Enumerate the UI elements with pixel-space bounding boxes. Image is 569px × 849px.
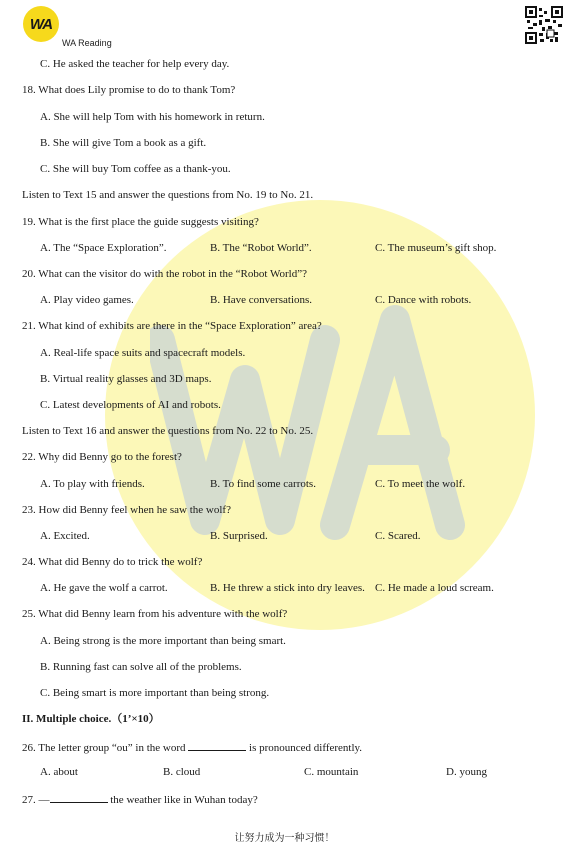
option-26b: B. cloud: [163, 766, 201, 778]
question-26-end: is pronounced differently.: [249, 742, 363, 754]
question-18: 18. What does Lily promise to do to thank Tom?: [22, 84, 236, 96]
option-19a: A. The “Space Exploration”.: [40, 242, 167, 254]
question-27-end: the weather like in Wuhan today?: [110, 794, 258, 806]
question-23: 23. How did Benny feel when he saw the wolf?: [22, 504, 231, 516]
answer-blank: [188, 740, 246, 751]
question-20: 20. What can the visitor do with the robot in the “Robot World”?: [22, 268, 307, 280]
option-26c: C. mountain: [304, 766, 359, 778]
option-18a: A. She will help Tom with his homework in return.: [40, 111, 265, 123]
option-20c: C. Dance with robots.: [375, 294, 472, 306]
option-19b: B. The “Robot World”.: [210, 242, 312, 254]
option-26d: D. young: [446, 766, 487, 778]
option-20b: B. Have conversations.: [210, 294, 313, 306]
page-footer-motto: 让努力成为一种习惯！: [234, 833, 335, 844]
wa-logo: [23, 6, 59, 42]
option-25b: B. Running fast can solve all of the problems.: [40, 661, 242, 673]
section-heading-multiple-choice: II. Multiple choice.（1’×10）: [22, 713, 160, 725]
section-text-15: Listen to Text 15 and answer the questions from No. 19 to No. 21.: [22, 189, 314, 201]
option-20a: A. Play video games.: [40, 294, 134, 306]
answer-blank: [50, 792, 108, 803]
option-22c: C. To meet the wolf.: [375, 478, 466, 490]
question-21: 21. What kind of exhibits are there in the “Space Exploration” area?: [22, 320, 322, 332]
question-26: [22, 740, 362, 755]
option-25c: C. Being smart is more important than being strong.: [40, 687, 270, 699]
question-19: 19. What is the first place the guide suggests visiting?: [22, 216, 259, 228]
option-21b: B. Virtual reality glasses and 3D maps.: [40, 373, 212, 385]
option-22b: B. To find some carrots.: [210, 478, 316, 490]
option-23b: B. Surprised.: [210, 530, 268, 542]
option-23a: A. Excited.: [40, 530, 90, 542]
qr-code-icon: [525, 6, 563, 44]
question-27-start: 27. —: [22, 794, 50, 806]
logo-letters: WA: [29, 15, 53, 33]
option-23c: C. Scared.: [375, 530, 421, 542]
option-21c: C. Latest developments of AI and robots.: [40, 399, 221, 411]
option-18b: B. She will give Tom a book as a gift.: [40, 137, 207, 149]
option-24b: B. He threw a stick into dry leaves.: [210, 582, 365, 594]
option-26a: A. about: [40, 766, 78, 778]
question-26-start: 26. The letter group “ou” in the word: [22, 742, 186, 754]
option-24a: A. He gave the wolf a carrot.: [40, 582, 168, 594]
option-19c: C. The museum’s gift shop.: [375, 242, 497, 254]
question-25: 25. What did Benny learn from his adventure with the wolf?: [22, 608, 288, 620]
section-text-16: Listen to Text 16 and answer the questions from No. 22 to No. 25.: [22, 425, 314, 437]
question-24: 24. What did Benny do to trick the wolf?: [22, 556, 203, 568]
question-27: [22, 792, 258, 807]
option-21a: A. Real-life space suits and spacecraft models.: [40, 347, 246, 359]
option-24c: C. He made a loud scream.: [375, 582, 494, 594]
option-22a: A. To play with friends.: [40, 478, 145, 490]
option-17c: C. He asked the teacher for help every day.: [40, 58, 230, 70]
logo-caption: WA Reading: [62, 38, 112, 48]
question-22: 22. Why did Benny go to the forest?: [22, 451, 182, 463]
option-18c: C. She will buy Tom coffee as a thank-you.: [40, 163, 231, 175]
option-25a: A. Being strong is the more important than being smart.: [40, 635, 286, 647]
